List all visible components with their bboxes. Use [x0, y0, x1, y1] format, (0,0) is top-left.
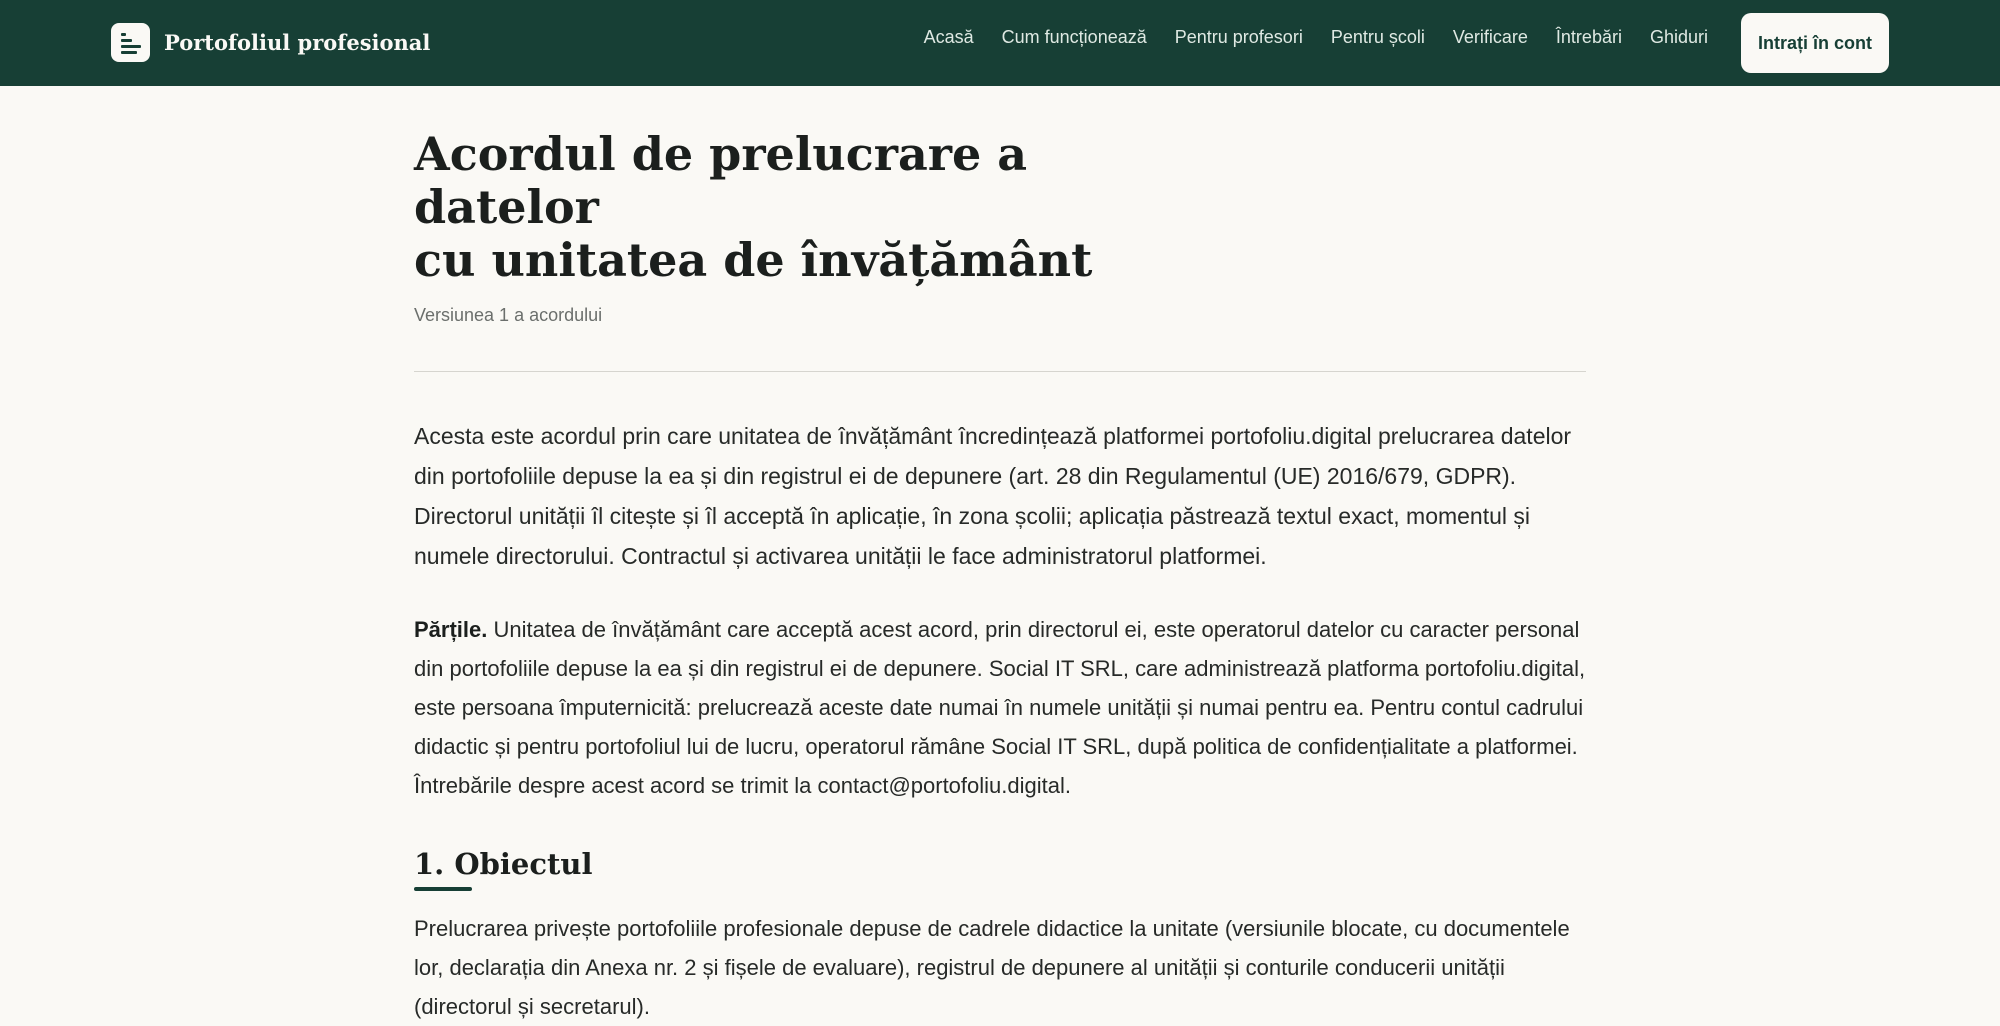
nav-link-guides[interactable]: Ghiduri [1649, 27, 1708, 47]
parties-text: Unitatea de învățământ care acceptă acest acord, prin directorul ei, este operatorul datelor cu caracter personal din portofoliile depuse la ea și din registrul ei de depunere. Social IT SRL, care administrează platforma portofoliu.digital, este persoana împuternicită: prelucrează aceste date numai în numele unității și numai pentru ea. Pentru contul cadrului didactic și pentru portofoliul lui de lucru, operatorul rămâne Social IT SRL, după politica de confidențialitate a platformei. Întrebările despre acest acord se trimit la contact@portofoliu.digital. [414, 617, 1586, 798]
page-title-line-1: Acordul de prelucrare a datelor [414, 127, 1028, 234]
nav-link-how-it-works[interactable]: Cum funcționează [1001, 27, 1147, 47]
section-1-title: 1. Obiectul [414, 847, 593, 881]
parties-paragraph [414, 610, 1586, 805]
nav-link-teachers[interactable]: Pentru profesori [1174, 27, 1303, 47]
main-nav [924, 27, 1708, 48]
nav-link-home[interactable]: Acasă [923, 27, 974, 47]
nav-link-verification[interactable]: Verificare [1452, 27, 1528, 47]
document-lines-icon [111, 23, 150, 62]
section-title-underline [414, 887, 472, 891]
nav-link-schools[interactable]: Pentru școli [1330, 27, 1425, 47]
section-1-paragraph: Prelucrarea privește portofoliile profesionale depuse de cadrele didactice la unitate (versiunile blocate, cu documentele lor, declarația din Anexa nr. 2 și fișele de evaluare), registrul de depunere al unității și conturile conducerii unității (directorul și secretarul). [414, 916, 1570, 1019]
nav-link-faq[interactable]: Întrebări [1555, 27, 1622, 47]
divider [414, 371, 1586, 372]
agreement-version: Versiunea 1 a acordului [414, 305, 603, 325]
brand-home-link[interactable] [111, 23, 430, 62]
parties-label: Părțile. [414, 617, 488, 642]
intro-paragraph: Acesta este acordul prin care unitatea de învățământ încredințează platformei portofoliu.digital prelucrarea datelor din portofoliile depuse la ea și din registrul ei de depunere (art. 28 din Regulamentul (UE) 2016/679, GDPR). Directorul unității îl citește și îl acceptă în aplicație, în zona școlii; aplicația păstrează textul exact, momentul și numele directorului. Contractul și activarea unității le face administratorul platformei. [414, 423, 1572, 569]
login-button[interactable]: Intrați în cont [1741, 13, 1889, 73]
brand-name: Portofoliul profesional [164, 30, 431, 55]
agreement-content [414, 128, 1586, 1026]
page-title-line-2: cu unitatea de învățământ [414, 233, 1093, 287]
top-navigation-bar [0, 0, 2000, 86]
page-title [414, 128, 1134, 287]
